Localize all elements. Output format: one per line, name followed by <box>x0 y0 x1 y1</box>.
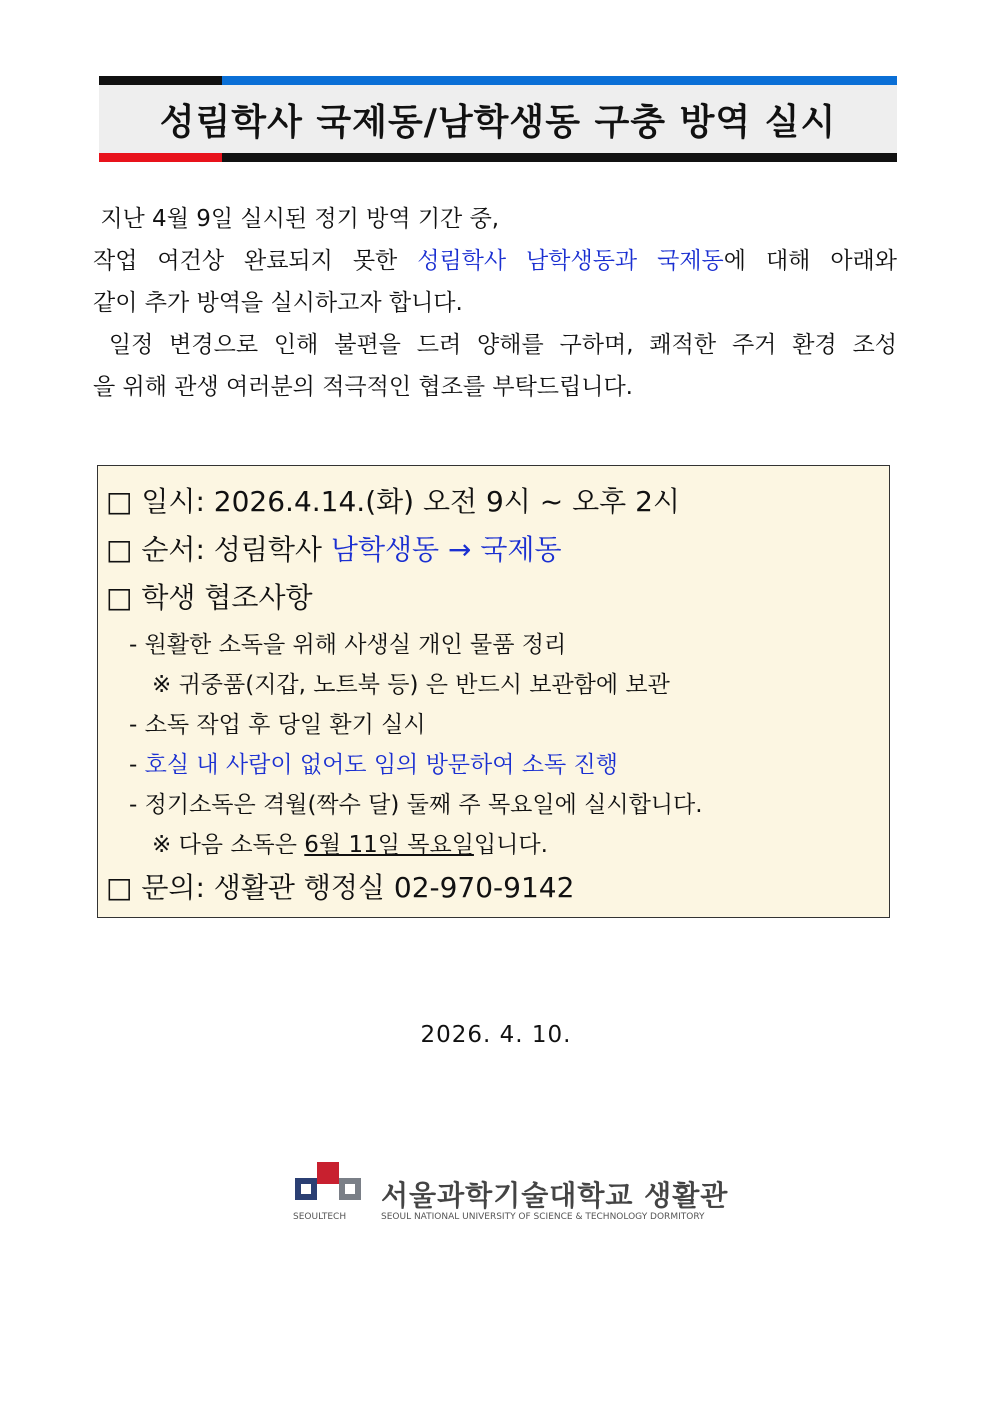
title-background <box>99 85 897 153</box>
title-bar-top-left <box>99 76 222 85</box>
notice-date: 2026. 4. 10. <box>420 1022 572 1048</box>
info-contact-line: □ 문의: 생활관 행정실 02-970-9142 <box>106 871 575 904</box>
coop-item-4-note-a: ※ 다음 소독은 <box>152 832 305 858</box>
coop-item-3-text: 호실 내 사람이 없어도 임의 방문하여 소독 진행 <box>144 752 618 778</box>
intro-line-1-text: 지난 4월 9일 실시된 정기 방역 기간 중, <box>100 206 500 232</box>
intro-line-3: 같이 추가 방역을 실시하고자 합니다. <box>93 290 463 316</box>
coop-item-2: - 소독 작업 후 당일 환기 실시 <box>129 712 426 738</box>
intro-line-2 <box>93 240 897 282</box>
info-coop-title: □ 학생 협조사항 <box>106 581 313 614</box>
info-date-line: □ 일시: 2026.4.14.(화) 오전 9시 ~ 오후 2시 <box>106 485 680 518</box>
info-box <box>97 465 890 918</box>
info-order-value: 남학생동 → 국제동 <box>330 533 562 566</box>
coop-item-1-note: ※ 귀중품(지갑, 노트북 등) 은 반드시 보관함에 보관 <box>152 672 670 698</box>
info-order-line <box>106 528 562 568</box>
intro-highlight-buildings: 성림학사 남학생동과 국제동 <box>417 248 724 274</box>
logo-name: 서울과학기술대학교 생활관 <box>381 1179 729 1212</box>
seoultech-emblem-icon <box>293 1160 371 1210</box>
coop-item-3-dash: - <box>129 752 145 778</box>
info-order-label: □ 순서: 성림학사 <box>106 533 331 566</box>
coop-item-4: - 정기소독은 격월(짝수 달) 둘째 주 목요일에 실시합니다. <box>129 792 703 818</box>
title-banner <box>99 76 897 162</box>
coop-item-1: - 원활한 소독을 위해 사생실 개인 물품 정리 <box>129 632 567 658</box>
page-title: 성림학사 국제동/남학생동 구충 방역 실시 <box>159 101 837 143</box>
intro-line-1 <box>93 198 897 240</box>
logo-subtitle: SEOUL NATIONAL UNIVERSITY OF SCIENCE & TECHNOLOGY DORMITORY <box>381 1212 705 1222</box>
coop-item-4-note-c: 입니다. <box>473 832 548 858</box>
intro-line-4 <box>93 324 897 366</box>
coop-item-3 <box>129 746 618 779</box>
logo-mark-text: SEOULTECH <box>293 1212 347 1222</box>
intro-paragraph <box>93 198 897 408</box>
title-bar-bottom-left <box>99 153 222 162</box>
coop-item-4-note <box>152 826 548 859</box>
university-logo <box>293 1160 729 1230</box>
title-bar-top-right <box>222 76 897 85</box>
intro-line-2-text-a: 작업 여건상 완료되지 못한 <box>93 248 418 274</box>
intro-line-5: 을 위해 관생 여러분의 적극적인 협조를 부탁드립니다. <box>93 374 633 400</box>
next-disinfection-date: 6월 11일 목요일 <box>304 832 474 858</box>
intro-line-2-text-c: 에 대해 아래와 <box>723 248 897 274</box>
intro-line-4-text: 일정 변경으로 인해 불편을 드려 양해를 구하며, 쾌적한 주거 환경 조성 <box>108 332 897 358</box>
title-bar-bottom-right <box>222 153 897 162</box>
